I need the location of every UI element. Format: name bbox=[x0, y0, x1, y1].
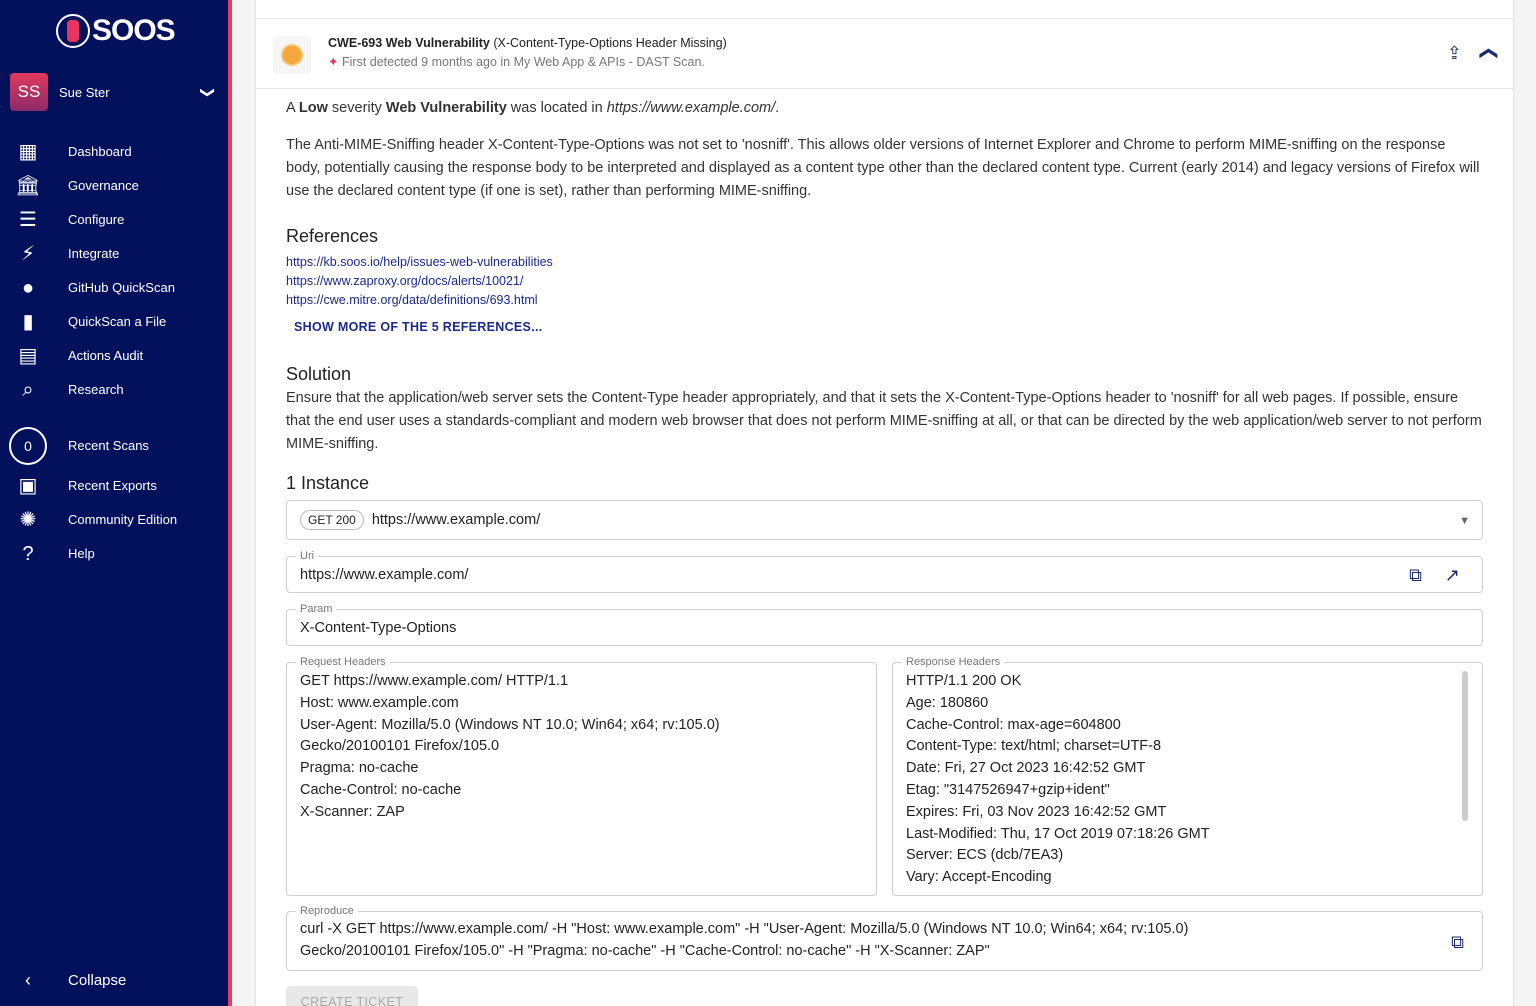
sidebar-item-integrate[interactable]: ⚡ Integrate bbox=[0, 239, 228, 269]
sidebar-item-community-edition[interactable]: ✺ Community Edition bbox=[0, 505, 228, 535]
issue-card bbox=[255, 0, 1514, 1006]
file-upload-icon: ▮ bbox=[22, 311, 34, 333]
recent-scans-badge: 0 bbox=[9, 427, 47, 465]
instance-select[interactable]: GET 200 https://www.example.com/ ▼ bbox=[286, 500, 1483, 540]
sparkle-icon: ✦ bbox=[328, 55, 339, 69]
archive-icon: ▣ bbox=[18, 475, 38, 497]
sidebar-item-github-quickscan[interactable]: ● GitHub QuickScan bbox=[0, 273, 228, 303]
sidebar-item-actions-audit[interactable]: ▤ Actions Audit bbox=[0, 341, 228, 371]
method-status-chip: GET 200 bbox=[300, 510, 364, 530]
request-headers-field[interactable]: Request Headers GET https://www.example.com/ HTTP/1.1 Host: www.example.com User-Agent: Mozilla/5.0 (Windows NT 10.0; Win64; x64; rv:105.0) Gecko/20100101 Firefox/105.0 Pragma: no-cache Cache-Control: no-cache X-Scanner: ZAP bbox=[286, 662, 877, 896]
create-ticket-button[interactable]: CREATE TICKET bbox=[286, 986, 418, 1006]
sidebar-item-recent-exports[interactable]: ▣ Recent Exports bbox=[0, 471, 228, 501]
issue-header[interactable] bbox=[256, 19, 1513, 89]
governance-icon: 🏛 bbox=[15, 175, 41, 197]
help-icon: ? bbox=[22, 543, 34, 565]
sidebar-item-governance[interactable]: 🏛 Governance bbox=[0, 171, 228, 201]
community-icon: ✺ bbox=[19, 509, 37, 531]
plug-icon: ⚡ bbox=[20, 243, 36, 265]
sidebar-item-configure[interactable]: ☰ Configure bbox=[0, 205, 228, 235]
copy-icon[interactable]: ⧉ bbox=[1451, 932, 1464, 952]
reference-link[interactable]: https://cwe.mitre.org/data/definitions/693.html bbox=[286, 293, 538, 307]
avatar: SS bbox=[10, 73, 48, 111]
dashboard-icon: ▦ bbox=[18, 141, 38, 163]
show-more-references-button[interactable]: SHOW MORE OF THE 5 REFERENCES... bbox=[294, 320, 543, 334]
response-headers-field[interactable]: Response Headers HTTP/1.1 200 OK Age: 180860 Cache-Control: max-age=604800 Content-Type: text/html; charset=UTF-8 Date: Fri, 27 Oct 2023 16:42:52 GMT Etag: "3147526947+gzip+ident" Expires: Fri, 03 Nov 2023 16:42:52 GMT Last-Modified: Thu, 17 Oct 2019 07:18:26 GMT Server: ECS (dcb/7EA3) Vary: Accept-Encoding bbox=[892, 662, 1483, 896]
sidebar-accent-stripe bbox=[228, 0, 232, 1006]
scrollbar[interactable] bbox=[1462, 671, 1468, 821]
sliders-icon: ☰ bbox=[19, 209, 37, 231]
globe-icon bbox=[273, 36, 311, 74]
instances-heading: 1 Instance bbox=[286, 473, 370, 493]
github-icon: ● bbox=[21, 277, 35, 299]
param-field[interactable]: Param X-Content-Type-Options bbox=[286, 609, 1483, 646]
search-icon: ⌕ bbox=[22, 379, 34, 401]
copy-icon[interactable]: ⧉ bbox=[1409, 565, 1422, 585]
issue-description: The Anti-MIME-Sniffing header X-Content-Type-Options was not set to 'nosniff'. This allows older versions of Internet Explorer and Chrome to perform MIME-sniffing on the response body, potentially causing the response body to be interpreted and displayed as a content type other than the declared content type. Current (early 2014) and legacy versions of Firefox will use the declared content type (if one is set), rather than performing MIME-sniffing. bbox=[286, 137, 1480, 199]
sidebar-item-dashboard[interactable]: ▦ Dashboard bbox=[0, 137, 228, 167]
lighthouse-logo-icon bbox=[56, 14, 90, 48]
sidebar bbox=[0, 0, 228, 1006]
sidebar-item-research[interactable]: ⌕ Research bbox=[0, 375, 228, 405]
solution-heading: Solution bbox=[286, 364, 352, 384]
issue-summary: A Low severity Web Vulnerability was located in https://www.example.com/. bbox=[286, 100, 780, 116]
chevron-up-icon[interactable]: ❯ bbox=[1476, 45, 1497, 62]
issue-title: CWE-693 Web Vulnerability bbox=[328, 36, 490, 50]
reference-link[interactable]: https://kb.soos.io/help/issues-web-vulnerabilities bbox=[286, 255, 553, 269]
soos-logo[interactable]: SOOS bbox=[56, 14, 175, 48]
book-icon: ▤ bbox=[18, 345, 38, 367]
references-heading: References bbox=[286, 226, 379, 246]
solution-text: Ensure that the application/web server sets the Content-Type header appropriately, and that it sets the X-Content-Type-Options header to 'nosniff' for all web pages. If possible, ensure that the end user uses a standards-compliant and modern web browser that does not perform MIME-sniffing at all, or that can be directed by the web application/web server to not perform MIME-sniffing. bbox=[286, 390, 1482, 452]
open-external-icon[interactable]: ↗ bbox=[1444, 565, 1460, 585]
sidebar-item-quickscan-a-file[interactable]: ▮ QuickScan a File bbox=[0, 307, 228, 337]
dropdown-arrow-icon: ▼ bbox=[1459, 515, 1470, 527]
chevron-down-icon: ❯ bbox=[200, 86, 217, 98]
sidebar-item-help[interactable]: ? Help bbox=[0, 539, 228, 569]
export-icon[interactable]: ⇪ bbox=[1446, 43, 1462, 63]
reference-link[interactable]: https://www.zaproxy.org/docs/alerts/10021/ bbox=[286, 274, 524, 288]
user-menu[interactable] bbox=[10, 73, 220, 111]
user-name: Sue Ster bbox=[59, 84, 110, 100]
collapse-button[interactable]: ‹ Collapse bbox=[0, 970, 228, 991]
chevron-left-icon: ‹ bbox=[25, 970, 31, 990]
sidebar-item-recent-scans[interactable]: 0 Recent Scans bbox=[0, 431, 228, 461]
issue-subtitle: (X-Content-Type-Options Header Missing) bbox=[493, 36, 727, 50]
reproduce-field[interactable]: Reproduce curl -X GET https://www.example.com/ -H "Host: www.example.com" -H "User-Agent: Mozilla/5.0 (Windows NT 10.0; Win64; x64; rv:105.0) Gecko/20100101 Firefox/105.0" -H "Pragma: no-cache" -H "Cache-Control: no-cache" -H "X-Scanner: ZAP" ⧉ bbox=[286, 911, 1483, 971]
detected-text: First detected 9 months ago in My Web App & APIs - DAST Scan. bbox=[341, 55, 705, 69]
uri-field[interactable]: Uri https://www.example.com/ ⧉ ↗ bbox=[286, 556, 1483, 593]
